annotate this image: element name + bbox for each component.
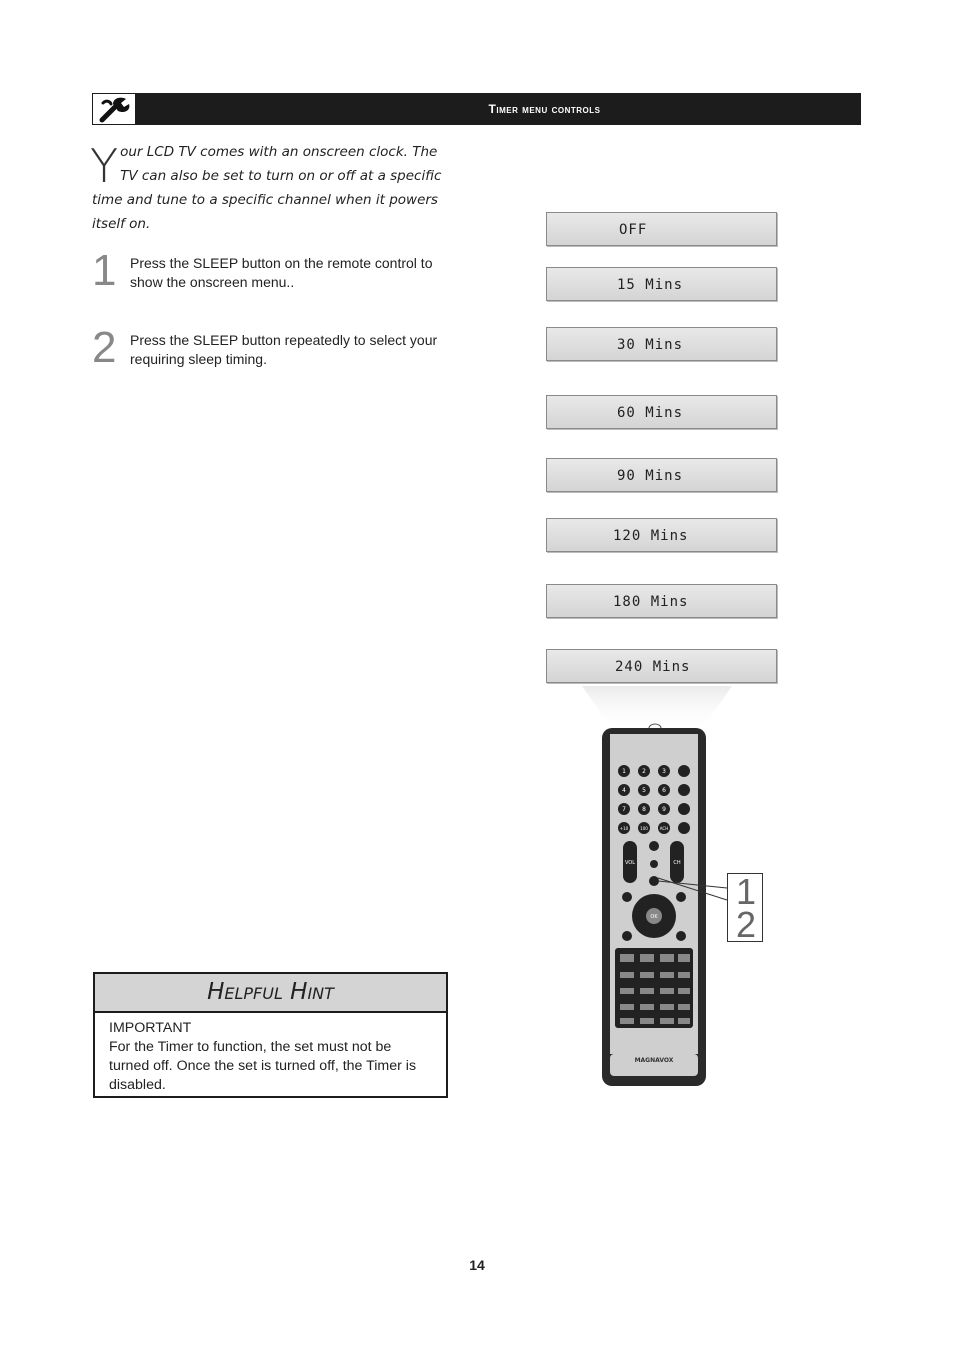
- sleep-option-90: 90 Mins: [546, 458, 777, 492]
- svg-text:2: 2: [642, 768, 646, 775]
- step-number: 1: [92, 246, 117, 295]
- sleep-option-15: 15 Mins: [546, 267, 777, 301]
- sleep-option-180: 180 Mins: [546, 584, 777, 618]
- step-text: Press the SLEEP button on the remote control to show the onscreen menu..: [130, 255, 433, 290]
- svg-text:VOL: VOL: [624, 860, 636, 866]
- step-number: 2: [92, 323, 117, 372]
- svg-text:5: 5: [642, 787, 646, 794]
- svg-text:4: 4: [622, 787, 626, 794]
- page-number: 14: [469, 1257, 485, 1273]
- remote-brand-logo: MAGNAVOX: [634, 1057, 674, 1064]
- callout-number: 1: [735, 871, 757, 912]
- hint-title: Helpful Hint: [95, 974, 446, 1013]
- section-title: Timer menu controls: [488, 102, 601, 116]
- svg-text:ACH: ACH: [659, 826, 669, 831]
- hint-heading: IMPORTANT: [109, 1020, 192, 1036]
- svg-text:3: 3: [662, 768, 666, 775]
- intro-paragraph: [92, 140, 442, 236]
- sleep-option-off: OFF: [546, 212, 777, 246]
- svg-text:+10: +10: [619, 826, 629, 831]
- svg-text:8: 8: [642, 806, 646, 813]
- svg-text:OK: OK: [650, 914, 658, 920]
- sleep-option-30: 30 Mins: [546, 327, 777, 361]
- step-callout-box: [727, 871, 763, 945]
- svg-text:7: 7: [622, 806, 626, 813]
- svg-text:6: 6: [662, 787, 666, 794]
- step-text: Press the SLEEP button repeatedly to select your requiring sleep timing.: [130, 332, 438, 367]
- sleep-option-240: 240 Mins: [546, 649, 777, 683]
- hint-text: For the Timer to function, the set must not be turned off. Once the set is turned off, the Timer is disabled.: [109, 1039, 417, 1093]
- wrench-icon: [92, 93, 136, 125]
- svg-text:100: 100: [640, 826, 648, 831]
- svg-text:1: 1: [622, 768, 626, 775]
- section-header-bar: [92, 93, 861, 125]
- sleep-option-120: 120 Mins: [546, 518, 777, 552]
- intro-text: our LCD TV comes with an onscreen clock. The TV can also be set to turn on or off at a specific time and tune to a specific channel when it powers itself on.: [92, 144, 442, 232]
- callout-number: 2: [735, 904, 757, 945]
- drop-cap: Y: [90, 139, 119, 193]
- svg-text:9: 9: [662, 806, 666, 813]
- hint-body: [95, 1013, 446, 1095]
- helpful-hint-box: [93, 972, 448, 1098]
- svg-text:CH: CH: [673, 860, 681, 866]
- sleep-option-60: 60 Mins: [546, 395, 777, 429]
